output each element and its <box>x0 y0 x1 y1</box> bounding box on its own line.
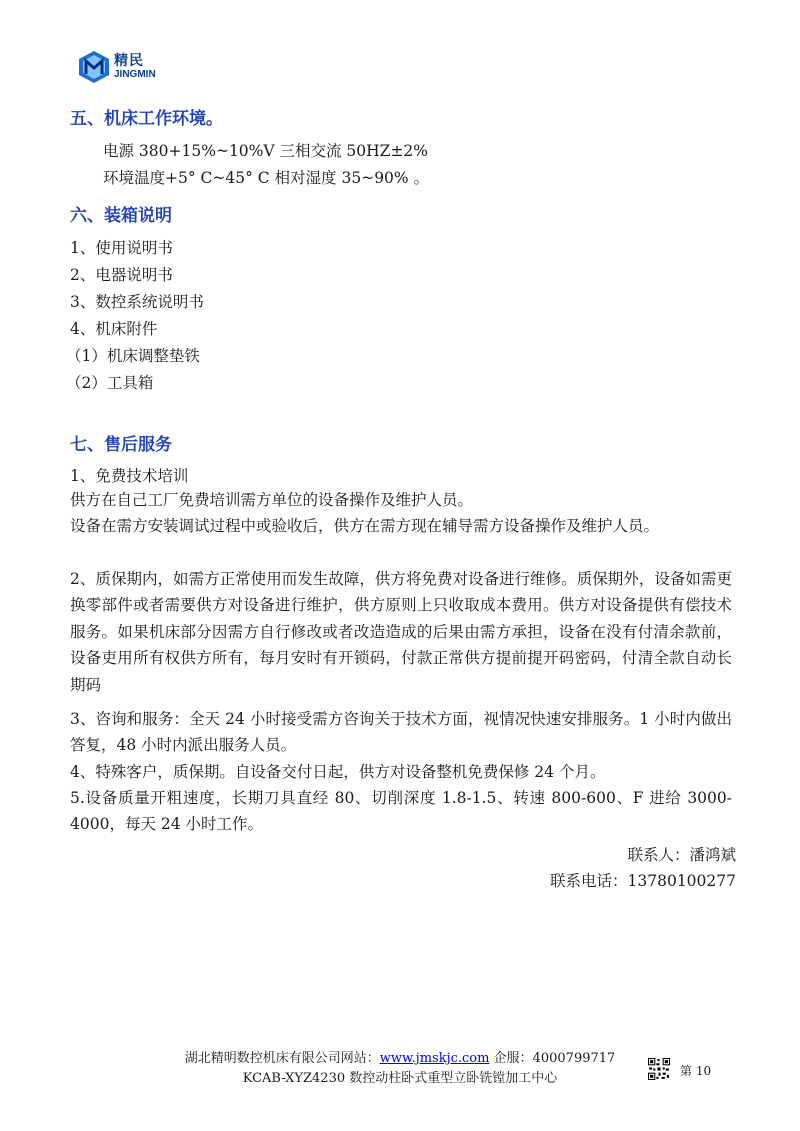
packing-subitem: （2）工具箱 <box>66 374 154 392</box>
packing-subitem: （1）机床调整垫铁 <box>66 347 200 365</box>
logo-text-cn: 精民 <box>114 53 144 69</box>
footer-website-link[interactable]: www.jmskjc.com <box>379 1051 490 1066</box>
warranty-paragraph: 2、质保期内，如需方正常使用而发生故障，供方将免费对设备进行维修。质保期外，设备如需更换零部件或者需要供方对设备进行维护，供方原则上只收取成本费用。供方对设备提供有偿技术服务。如果机床部分因需方自行修改或者改造造成的后果由需方承担，设备在没有付清余款前，设备吏用所有权供方所有，每月安时有开锁码，付款正常供方提前提开码密码，付清全款自动长期码 <box>70 570 732 694</box>
contact-person: 联系人：潘鸿斌 <box>627 846 736 864</box>
training-paragraph-a: 供方在自己工厂免费培训需方单位的设备操作及维护人员。 <box>70 491 474 509</box>
footer-hotline: 企服：4000799717 <box>489 1051 616 1066</box>
quality-paragraph: 5.设备质量开粗速度，长期刀具直经 80、切削深度 1.8-1.5、转速 800-600、F 进给 3000-4000，每天 24 小时工作。 <box>70 789 732 834</box>
footer-company: 湖北精明数控机床有限公司网站： <box>184 1051 380 1066</box>
jingmin-logo-icon <box>78 50 110 84</box>
contact-phone: 联系电话：13780100277 <box>550 872 736 890</box>
training-paragraph-b: 设备在需方安装调试过程中或验收后，供方在需方现在辅导需方设备操作及维护人员。 <box>70 517 660 535</box>
power-spec-line: 电源 380+15%~10%V 三相交流 50HZ±2% <box>103 142 429 160</box>
company-logo <box>78 50 156 84</box>
training-title: 1、免费技术培训 <box>70 467 189 485</box>
consulting-paragraph: 3、咨询和服务：全天 24 小时接受需方咨询关于技术方面，视情况快速安排服务。1 小时内做出答复，48 小时内派出服务人员。 <box>70 710 732 755</box>
logo-text-en: JINGMIN <box>114 69 156 80</box>
section-6-heading: 六、装箱说明 <box>70 206 172 226</box>
qr-code-icon <box>648 1058 670 1080</box>
packing-item: 4、机床附件 <box>70 320 158 338</box>
environment-spec-line: 环境温度+5° C~45° C 相对湿度 35~90% 。 <box>103 169 430 187</box>
page-number: 第 10 <box>680 1064 712 1078</box>
packing-item: 1、使用说明书 <box>70 239 173 257</box>
section-7-heading: 七、售后服务 <box>70 435 172 455</box>
packing-item: 2、电器说明书 <box>70 266 173 284</box>
footer-model: KCAB-XYZ4230 数控动柱卧式重型立卧铣镗加工中心 <box>242 1071 558 1086</box>
packing-item: 3、数控系统说明书 <box>70 293 204 311</box>
section-5-heading: 五、机床工作环境。 <box>70 109 223 129</box>
special-customer-paragraph: 4、特殊客户，质保期。自设备交付日起，供方对设备整机免费保修 24 个月。 <box>70 763 606 781</box>
